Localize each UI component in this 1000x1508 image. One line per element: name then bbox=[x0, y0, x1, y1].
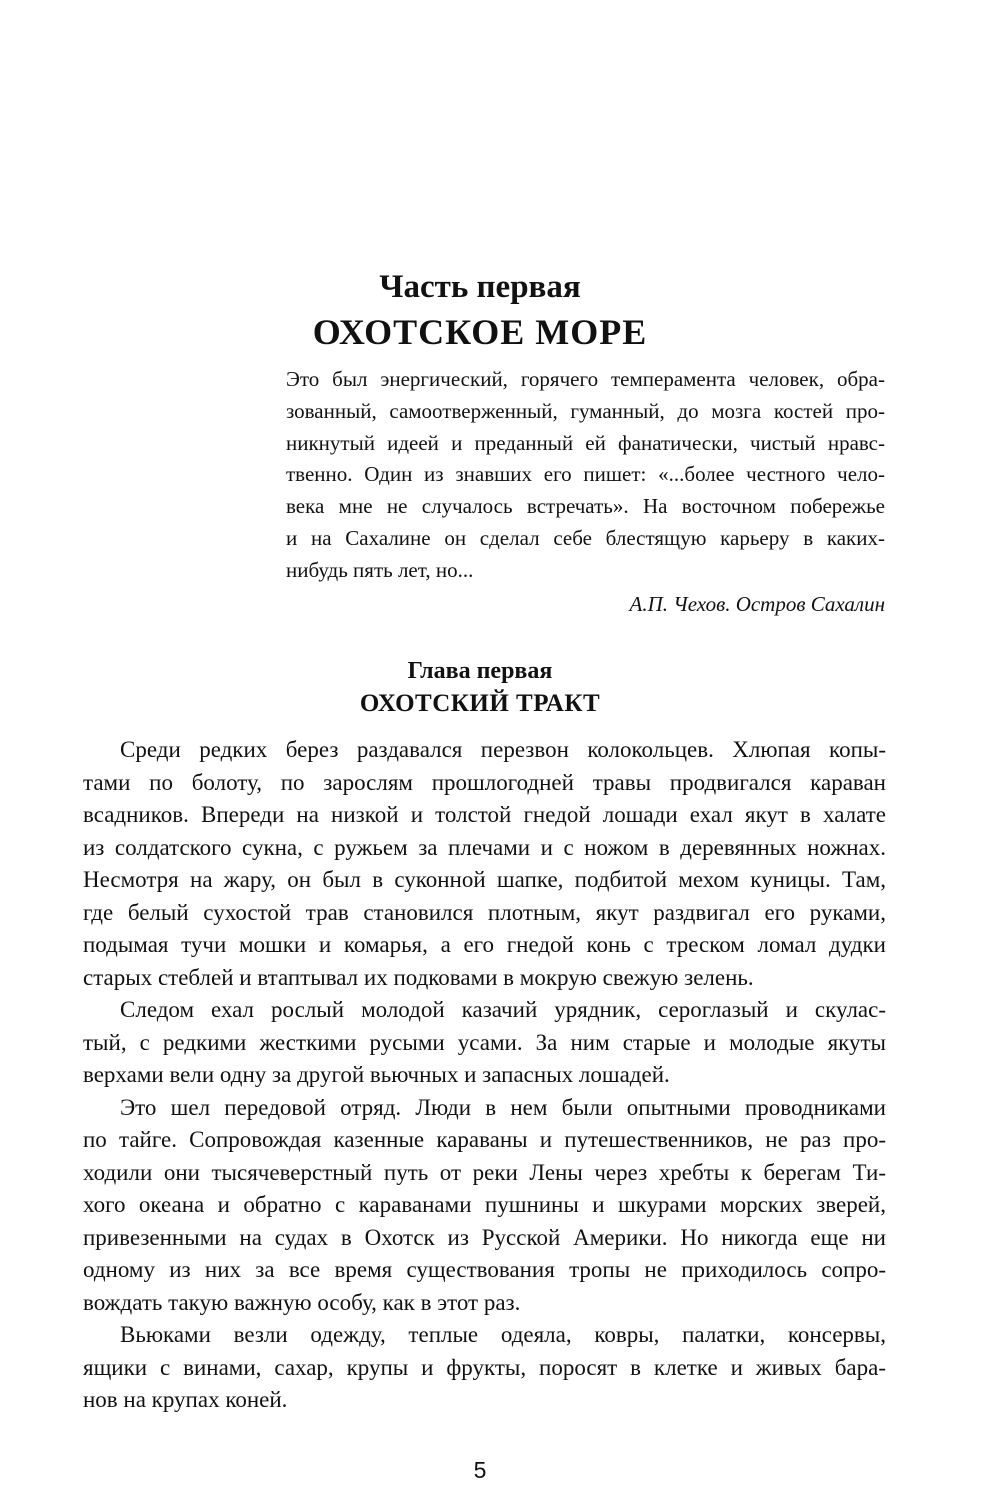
body-line: всадников. Впереди на низкой и толстой гнедой лошади ехал якут в халате bbox=[83, 802, 886, 827]
epigraph bbox=[286, 364, 885, 621]
body-line: Вьюками везли одежду, теплые одеяла, ковры, палатки, консервы, bbox=[120, 1322, 886, 1347]
body-text bbox=[83, 734, 886, 1417]
body-line: привезенными на судах в Охотск из Русской Америки. Но никогда еще ни bbox=[83, 1224, 886, 1250]
page-number: 5 bbox=[473, 1457, 487, 1483]
body-line: где белый сухостой трав становился плотным, якут раздвигал его руками, bbox=[83, 899, 886, 925]
epigraph-line: никнутый идеей и преданный ей фанатически, чистый нравс- bbox=[286, 430, 885, 455]
epigraph-line: века мне не случалось встречать». На восточном побережье bbox=[286, 494, 885, 519]
paragraph-2 bbox=[83, 994, 886, 1092]
body-line: по тайге. Сопровождая казенные караваны и путешественников, не раз про- bbox=[83, 1127, 886, 1152]
epigraph-source: А.П. Чехов. Остров Сахалин bbox=[629, 591, 885, 616]
body-line: ходили они тысячеверстный путь от реки Лены через хребты к берегам Ти- bbox=[83, 1159, 886, 1185]
body-line: вождать такую важную особу, как в этот раз. bbox=[83, 1289, 521, 1315]
body-line: верхами вели одну за другой вьючных и запасных лошадей. bbox=[83, 1062, 670, 1087]
epigraph-line: нибудь пять лет, но... bbox=[286, 557, 474, 582]
body-line: Несмотря на жару, он был в суконной шапке, подбитой мехом куницы. Там, bbox=[83, 867, 886, 892]
chapter-heading bbox=[0, 655, 960, 721]
body-line: Следом ехал рослый молодой казачий урядник, сероглазый и скулас- bbox=[120, 997, 886, 1022]
body-line: из солдатского сукна, с ружьем за плечами и с ножом в деревянных ножнах. bbox=[83, 834, 886, 860]
paragraph-3 bbox=[83, 1092, 886, 1320]
body-line: одному из них за все время существования тропы не приходилось сопро- bbox=[83, 1257, 886, 1282]
body-line: тами по болоту, по зарослям прошлогодней травы продвигался караван bbox=[83, 769, 886, 795]
body-line: старых стеблей и втаптывал их подковами в мокрую свежую зелень. bbox=[83, 964, 754, 990]
epigraph-line: Это был энергический, горячего темперамента человек, обра- bbox=[286, 367, 885, 391]
epigraph-line: твенно. Один из знавших его пишет: «...более честного чело- bbox=[286, 462, 885, 487]
epigraph-line: зованный, самоотверженный, гуманный, до мозга костей про- bbox=[286, 398, 885, 423]
body-line: хого океана и обратно с караванами пушнины и шкурами морских зверей, bbox=[83, 1192, 886, 1217]
epigraph-line: и на Сахалине он сделал себе блестящую карьеру в каких- bbox=[286, 525, 885, 550]
body-line: тый, с редкими жесткими русыми усами. За ним старые и молодые якуты bbox=[83, 1029, 886, 1055]
chapter-title: ОХОТСКИЙ ТРАКТ bbox=[359, 690, 601, 717]
part-title: ОХОТСКОЕ МОРЕ bbox=[312, 312, 648, 352]
paragraph-4 bbox=[83, 1319, 886, 1417]
body-line: ящики с винами, сахар, крупы и фрукты, поросят в клетке и живых бара- bbox=[83, 1354, 886, 1380]
body-line: Это шел передовой отряд. Люди в нем были опытными проводниками bbox=[120, 1094, 886, 1120]
part-label: Часть первая bbox=[379, 269, 581, 305]
body-line: подымая тучи мошки и комарья, а его гнедой конь с треском ломал дудки bbox=[83, 932, 886, 957]
chapter-label: Глава первая bbox=[407, 658, 553, 684]
paragraph-1 bbox=[83, 734, 886, 994]
part-heading bbox=[0, 266, 960, 356]
body-line: нов на крупах коней. bbox=[83, 1387, 288, 1412]
body-line: Среди редких берез раздавался перезвон колокольцев. Хлюпая копы- bbox=[120, 737, 886, 762]
